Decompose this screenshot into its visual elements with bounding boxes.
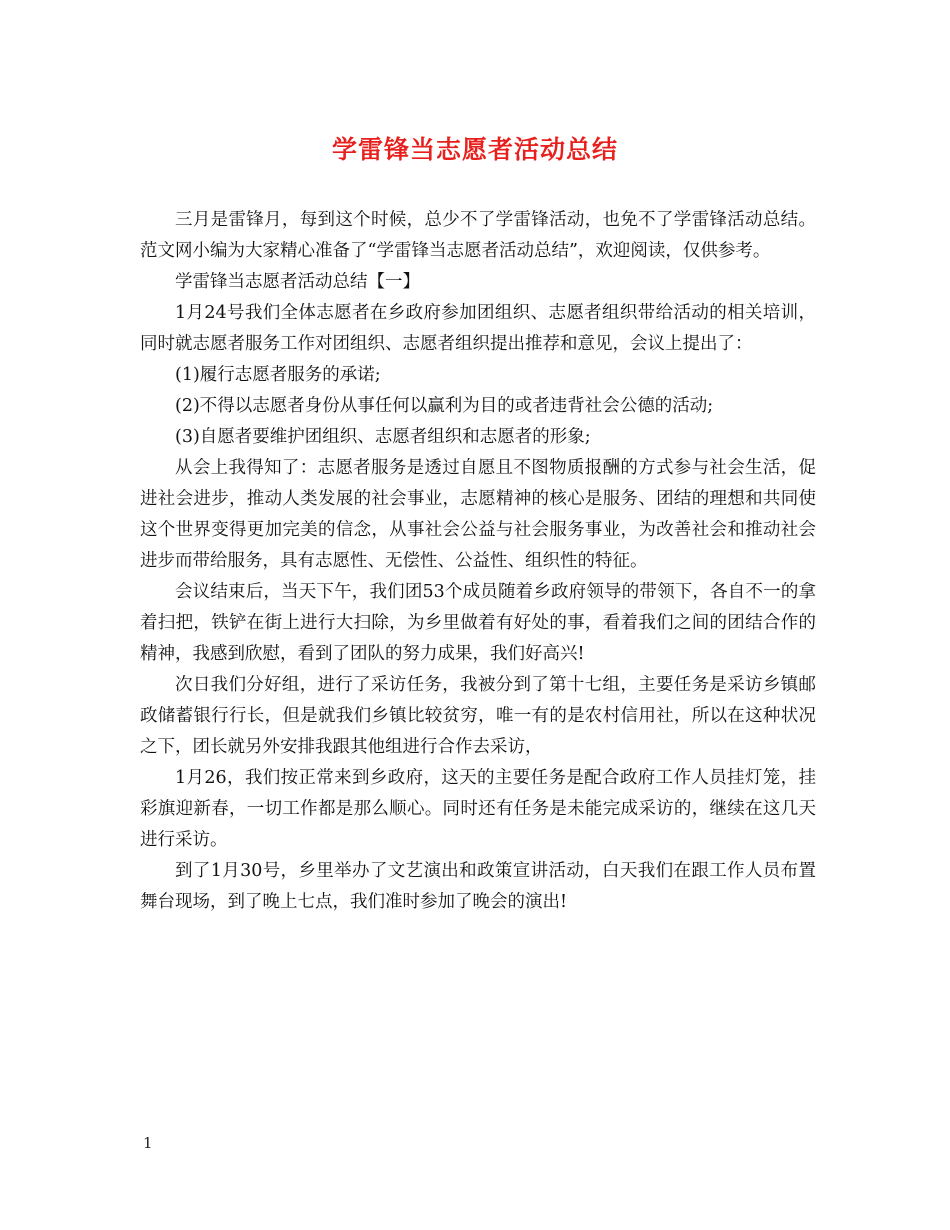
document-body (140, 205, 816, 918)
section-heading: 学雷锋当志愿者活动总结【一】 (175, 272, 420, 292)
body-paragraph: 1月26，我们按正常来到乡政府，这天的主要任务是配合政府工作人员挂灯笼，挂彩旗迎新春，一切工作都是那么顺心。同时还有任务是未能完成采访的，继续在这几天进行采访。 (140, 768, 816, 850)
body-paragraph: 从会上我得知了：志愿者服务是透过自愿且不图物质报酬的方式参与社会生活，促进社会进步，推动人类发展的社会事业，志愿精神的核心是服务、团结的理想和共同使这个世界变得更加完美的信念，从事社会公益与社会服务事业，为改善社会和推动社会进步而带给服务，具有志愿性、无偿性、公益性、组织性的特征。 (140, 458, 816, 571)
list-item: (1)履行志愿者服务的承诺; (175, 365, 381, 385)
body-paragraph: 到了1月30号，乡里举办了文艺演出和政策宣讲活动，白天我们在跟工作人员布置舞台现场，到了晚上七点，我们准时参加了晚会的演出! (140, 861, 816, 912)
list-item: (2)不得以志愿者身份从事任何以赢利为目的或者违背社会公德的活动; (175, 396, 714, 416)
body-paragraph: 1月24号我们全体志愿者在乡政府参加团组织、志愿者组织带给活动的相关培训，同时就志愿者服务工作对团组织、志愿者组织提出推荐和意见，会议上提出了： (140, 303, 816, 354)
document-title: 学雷锋当志愿者活动总结 (331, 135, 618, 164)
body-paragraph: 次日我们分好组，进行了采访任务，我被分到了第十七组，主要任务是采访乡镇邮政储蓄银行行长，但是就我们乡镇比较贫穷，唯一有的是农村信用社，所以在这种状况之下，团长就另外安排我跟其他组进行合作去采访， (140, 675, 816, 757)
intro-paragraph: 三月是雷锋月，每到这个时候，总少不了学雷锋活动，也免不了学雷锋活动总结。范文网小编为大家精心准备了“学雷锋当志愿者活动总结”，欢迎阅读，仅供参考。 (140, 210, 816, 261)
list-item: (3)自愿者要维护团组织、志愿者组织和志愿者的形象; (175, 427, 591, 447)
body-paragraph: 会议结束后，当天下午，我们团53个成员随着乡政府领导的带领下，各自不一的拿着扫把，铁铲在街上进行大扫除，为乡里做着有好处的事，看着我们之间的团结合作的精神，我感到欣慰，看到了团队的努力成果，我们好高兴! (140, 582, 816, 664)
page-number: 1 (143, 1134, 153, 1152)
